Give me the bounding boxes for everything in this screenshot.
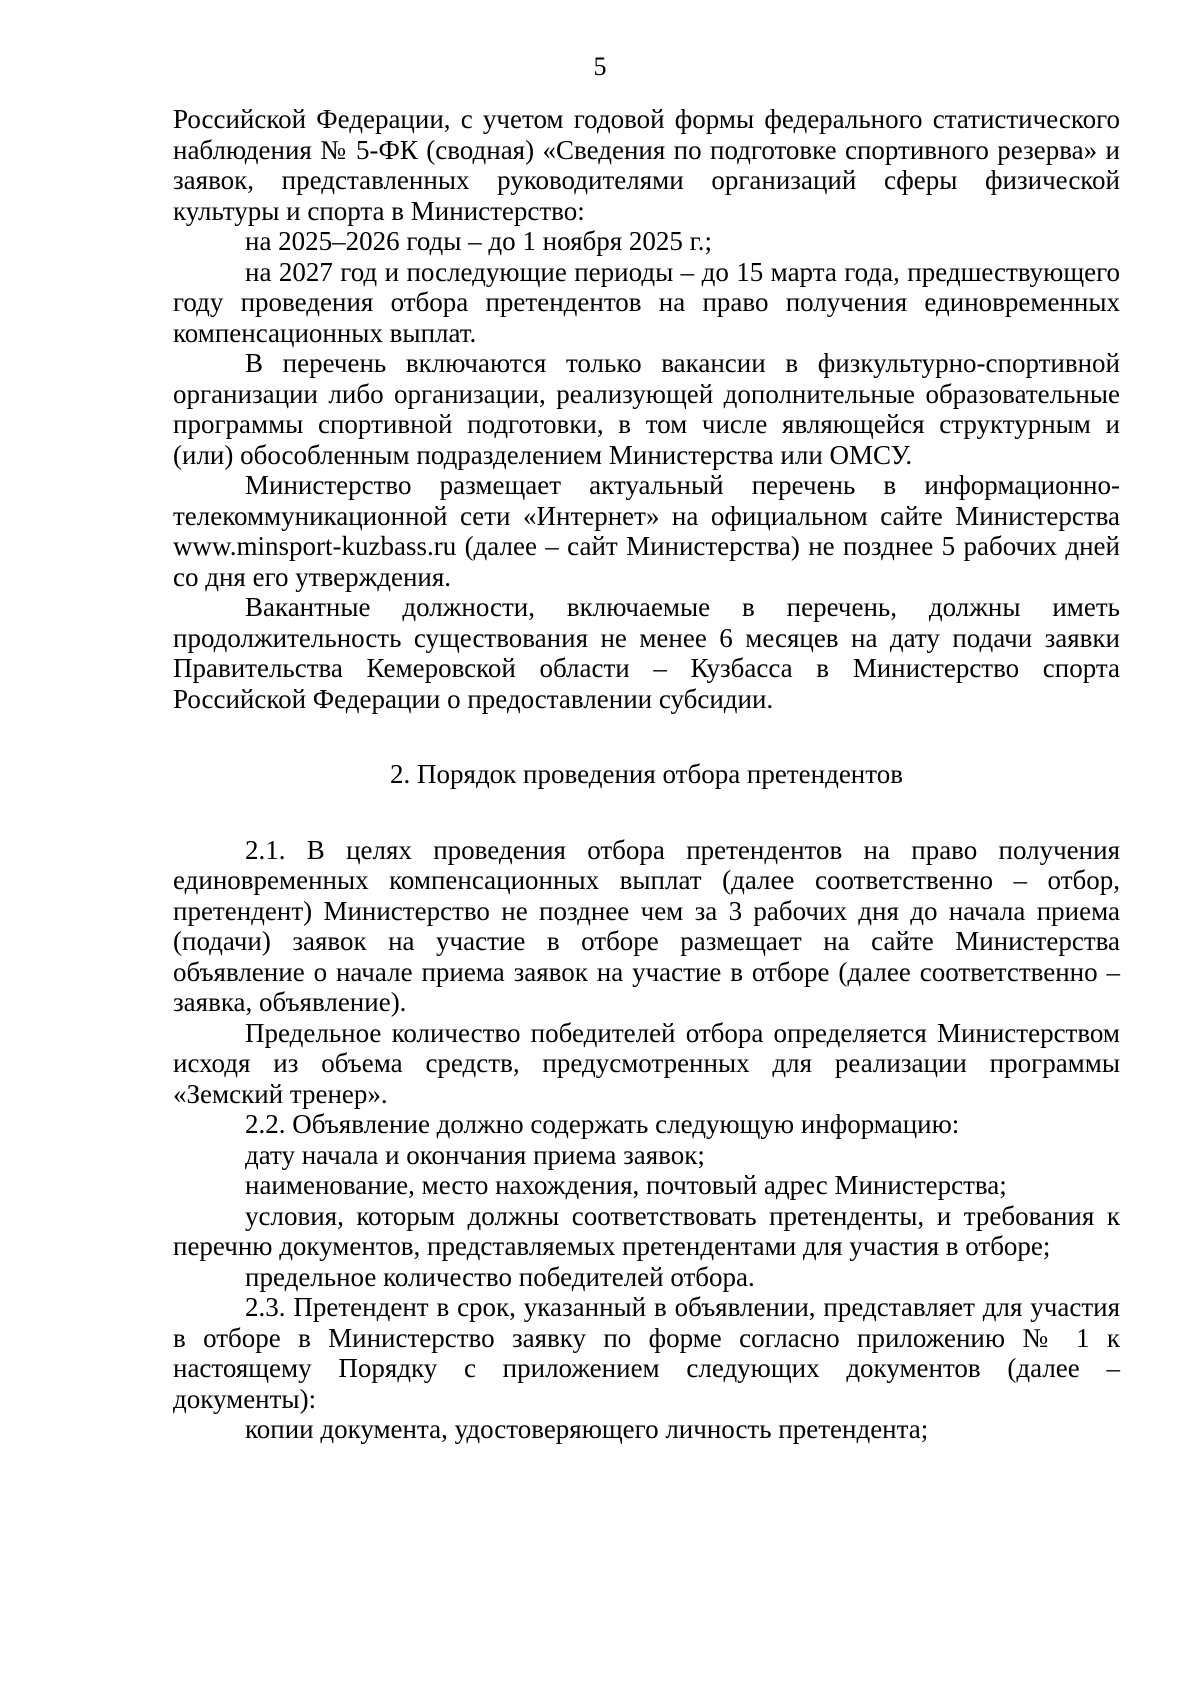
paragraph: В перечень включаются только вакансии в физкультурно-спортивной организации либо организации, реализующей дополнительные образовательные программы спортивной подготовки, в том числе являющейся структурным и (или) обособленным подразделением Министерства или ОМСУ. xyxy=(173,348,1120,470)
paragraph: Предельное количество победителей отбора определяется Министерством исходя из объема средств, предусмотренных для реализации программы «Земский тренер». xyxy=(173,1017,1120,1109)
paragraph: 2.2. Объявление должно содержать следующую информацию: xyxy=(245,1109,960,1139)
page-number: 5 xyxy=(593,52,607,81)
paragraph: предельное количество победителей отбора. xyxy=(245,1261,755,1292)
paragraph: 2.3. Претендент в срок, указанный в объявлении, представляет для участия в отборе в Министерство заявку по форме согласно приложению № 1 к настоящему Порядку с приложением следующих документов (далее – документы): xyxy=(173,1292,1120,1414)
paragraph: Вакантные должности, включаемые в перечень, должны иметь продолжительность существования не менее 6 месяцев на дату подачи заявки Правительства Кемеровской области – Кузбасса в Министерство спорта Российской Федерации о предоставлении субсидии. xyxy=(173,592,1120,714)
paragraph: 2.1. В целях проведения отбора претендентов на право получения единовременных компенсационных выплат (далее соответственно – отбор, претендент) Министерство не позднее чем за 3 рабочих дня до начала приема (подачи) заявок на участие в отборе размещает на сайте Министерства объявление о начале приема заявок на участие в отборе (далее соответственно – заявка, объявление). xyxy=(173,834,1120,1017)
paragraph: наименование, место нахождения, почтовый адрес Министерства; xyxy=(245,1170,1007,1200)
section-title: 2. Порядок проведения отбора претендентов xyxy=(390,759,903,789)
paragraph: условия, которым должны соответствовать претенденты, и требования к перечню документов, представляемых претендентами для участия в отборе; xyxy=(173,1200,1120,1261)
paragraph: Министерство размещает актуальный перечень в информационно-телекоммуникационной сети «Интернет» на официальном сайте Министерства www.minsport-kuzbass.ru (далее – сайт Министерства) не позднее 5 рабочих дней со дня его утверждения. xyxy=(173,470,1120,592)
paragraph: на 2025–2026 годы – до 1 ноября 2025 г.; xyxy=(245,226,712,256)
paragraph: дату начала и окончания приема заявок; xyxy=(245,1139,705,1170)
document-body xyxy=(173,104,1120,1445)
paragraph: копии документа, удостоверяющего личность претендента; xyxy=(245,1414,929,1444)
paragraph: Российской Федерации, с учетом годовой формы федерального статистического наблюдения № 5-ФК (сводная) «Сведения по подготовке спортивного резерва» и заявок, представленных руководителями организаций сферы физической культуры и спорта в Министерство: xyxy=(173,104,1120,226)
paragraph: на 2027 год и последующие периоды – до 15 марта года, предшествующего году проведения отбора претендентов на право получения единовременных компенсационных выплат. xyxy=(173,256,1120,348)
